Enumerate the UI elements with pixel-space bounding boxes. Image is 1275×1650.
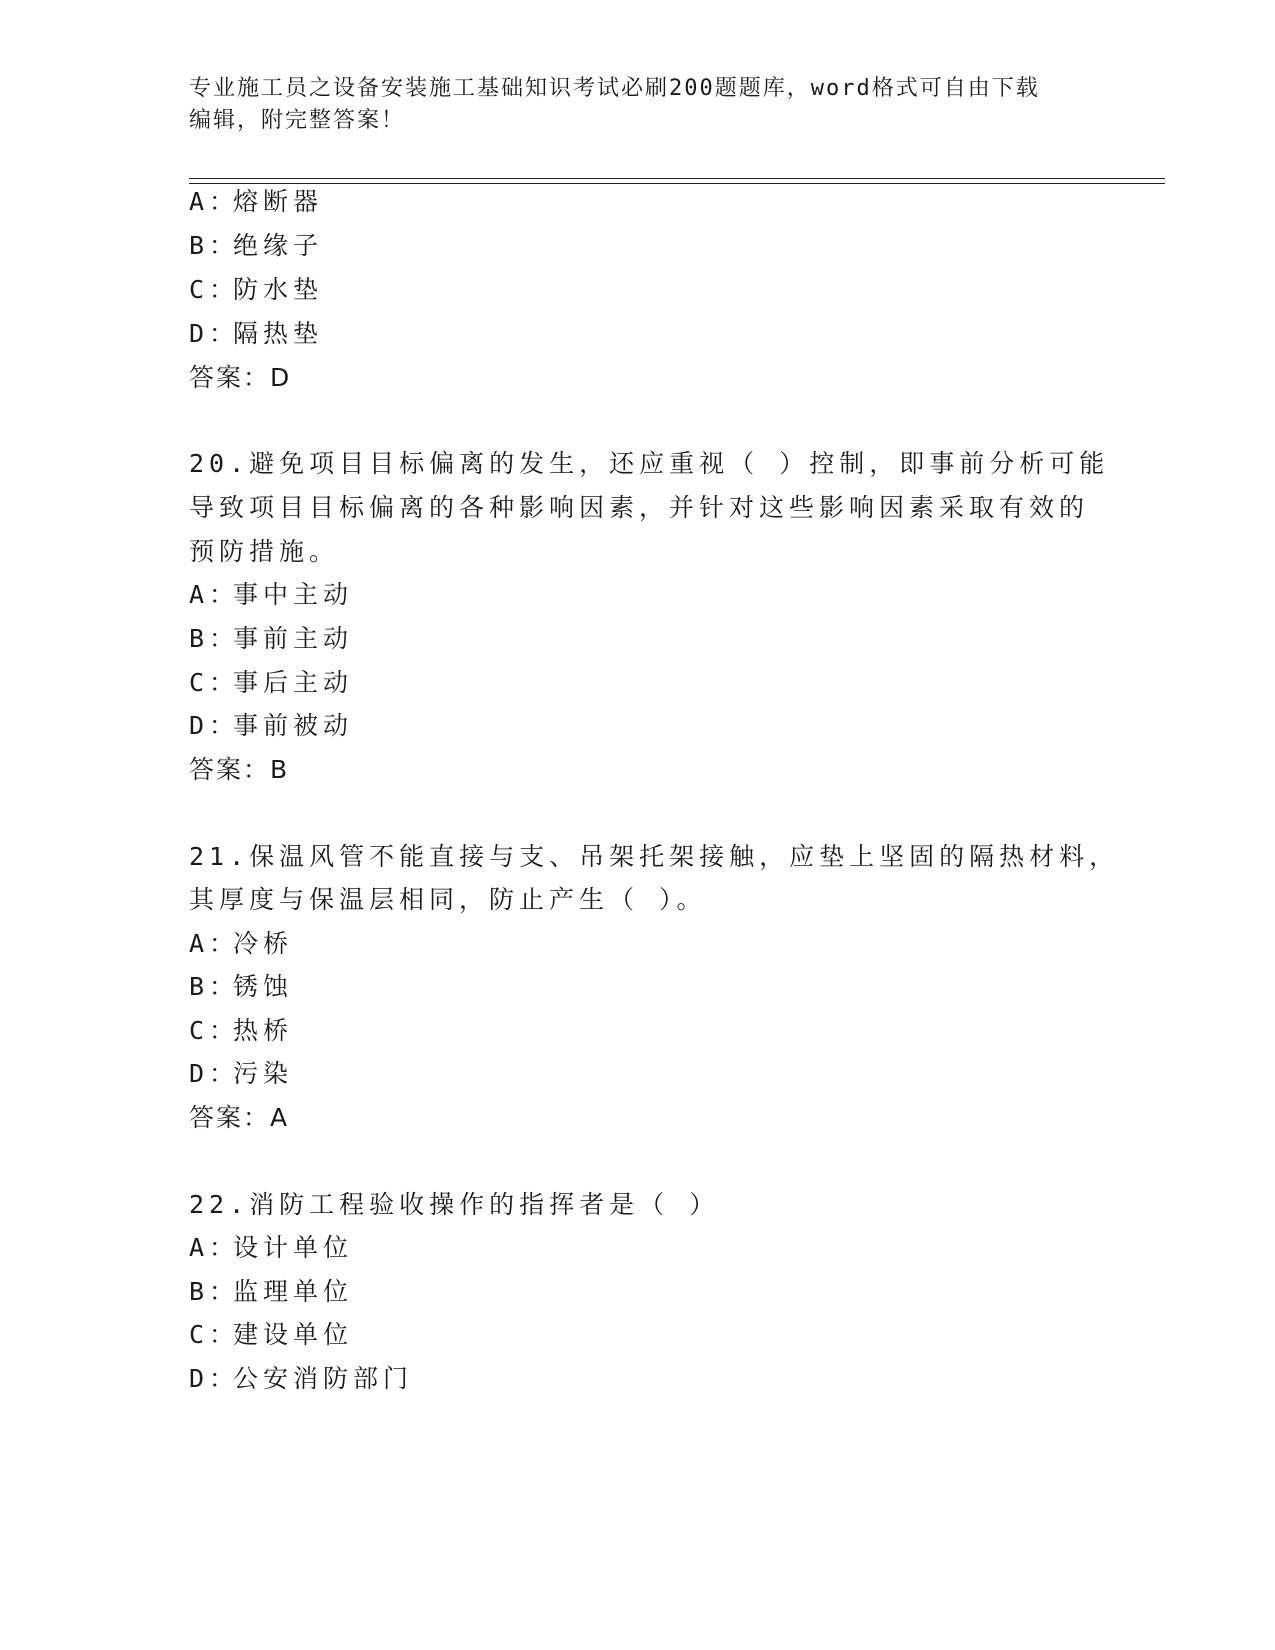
q21-option-b: B：锈蚀 [189, 972, 294, 1001]
q19-option-d: D：隔热垫 [189, 319, 324, 348]
header-divider-bottom [189, 183, 1165, 184]
q20-option-a: A：事中主动 [189, 580, 354, 609]
q21-answer: 答案：A [189, 1103, 290, 1132]
q20-stem-line-2: 导致项目目标偏离的各种影响因素，并针对这些影响因素采取有效的 [189, 493, 1090, 522]
q22-option-c: C：建设单位 [189, 1320, 354, 1349]
q22-option-d: D：公安消防部门 [189, 1364, 414, 1393]
document-header [189, 73, 1089, 137]
q19-answer: 答案：D [189, 363, 292, 392]
q20-answer: 答案：B [189, 755, 290, 784]
q19-option-c: C：防水垫 [189, 275, 324, 304]
header-divider-top [189, 178, 1165, 179]
q20-stem-line-3: 预防措施。 [189, 537, 340, 566]
q20-stem-line-1: 20.避免项目目标偏离的发生，还应重视（ ）控制，即事前分析可能 [189, 449, 1110, 478]
header-line-2: 编辑，附完整答案！ [189, 108, 406, 133]
q22-stem-line-1: 22.消防工程验收操作的指挥者是（ ） [189, 1190, 720, 1219]
q21-stem-line-2: 其厚度与保温层相同，防止产生（ ）。 [189, 885, 707, 914]
q21-option-c: C：热桥 [189, 1016, 294, 1045]
q20-option-c: C：事后主动 [189, 668, 354, 697]
q19-option-b: B：绝缘子 [189, 231, 324, 260]
q21-stem-line-1: 21.保温风管不能直接与支、吊架托架接触，应垫上坚固的隔热材料， [189, 842, 1120, 871]
q20-option-b: B：事前主动 [189, 624, 354, 653]
q20-option-d: D：事前被动 [189, 711, 354, 740]
q22-option-b: B：监理单位 [189, 1277, 354, 1306]
q22-option-a: A：设计单位 [189, 1233, 354, 1262]
q21-option-a: A：冷桥 [189, 929, 294, 958]
q21-option-d: D：污染 [189, 1059, 294, 1088]
header-line-1: 专业施工员之设备安装施工基础知识考试必刷200题题库，word格式可自由下载 [189, 76, 1040, 101]
q19-option-a: A：熔断器 [189, 187, 324, 216]
